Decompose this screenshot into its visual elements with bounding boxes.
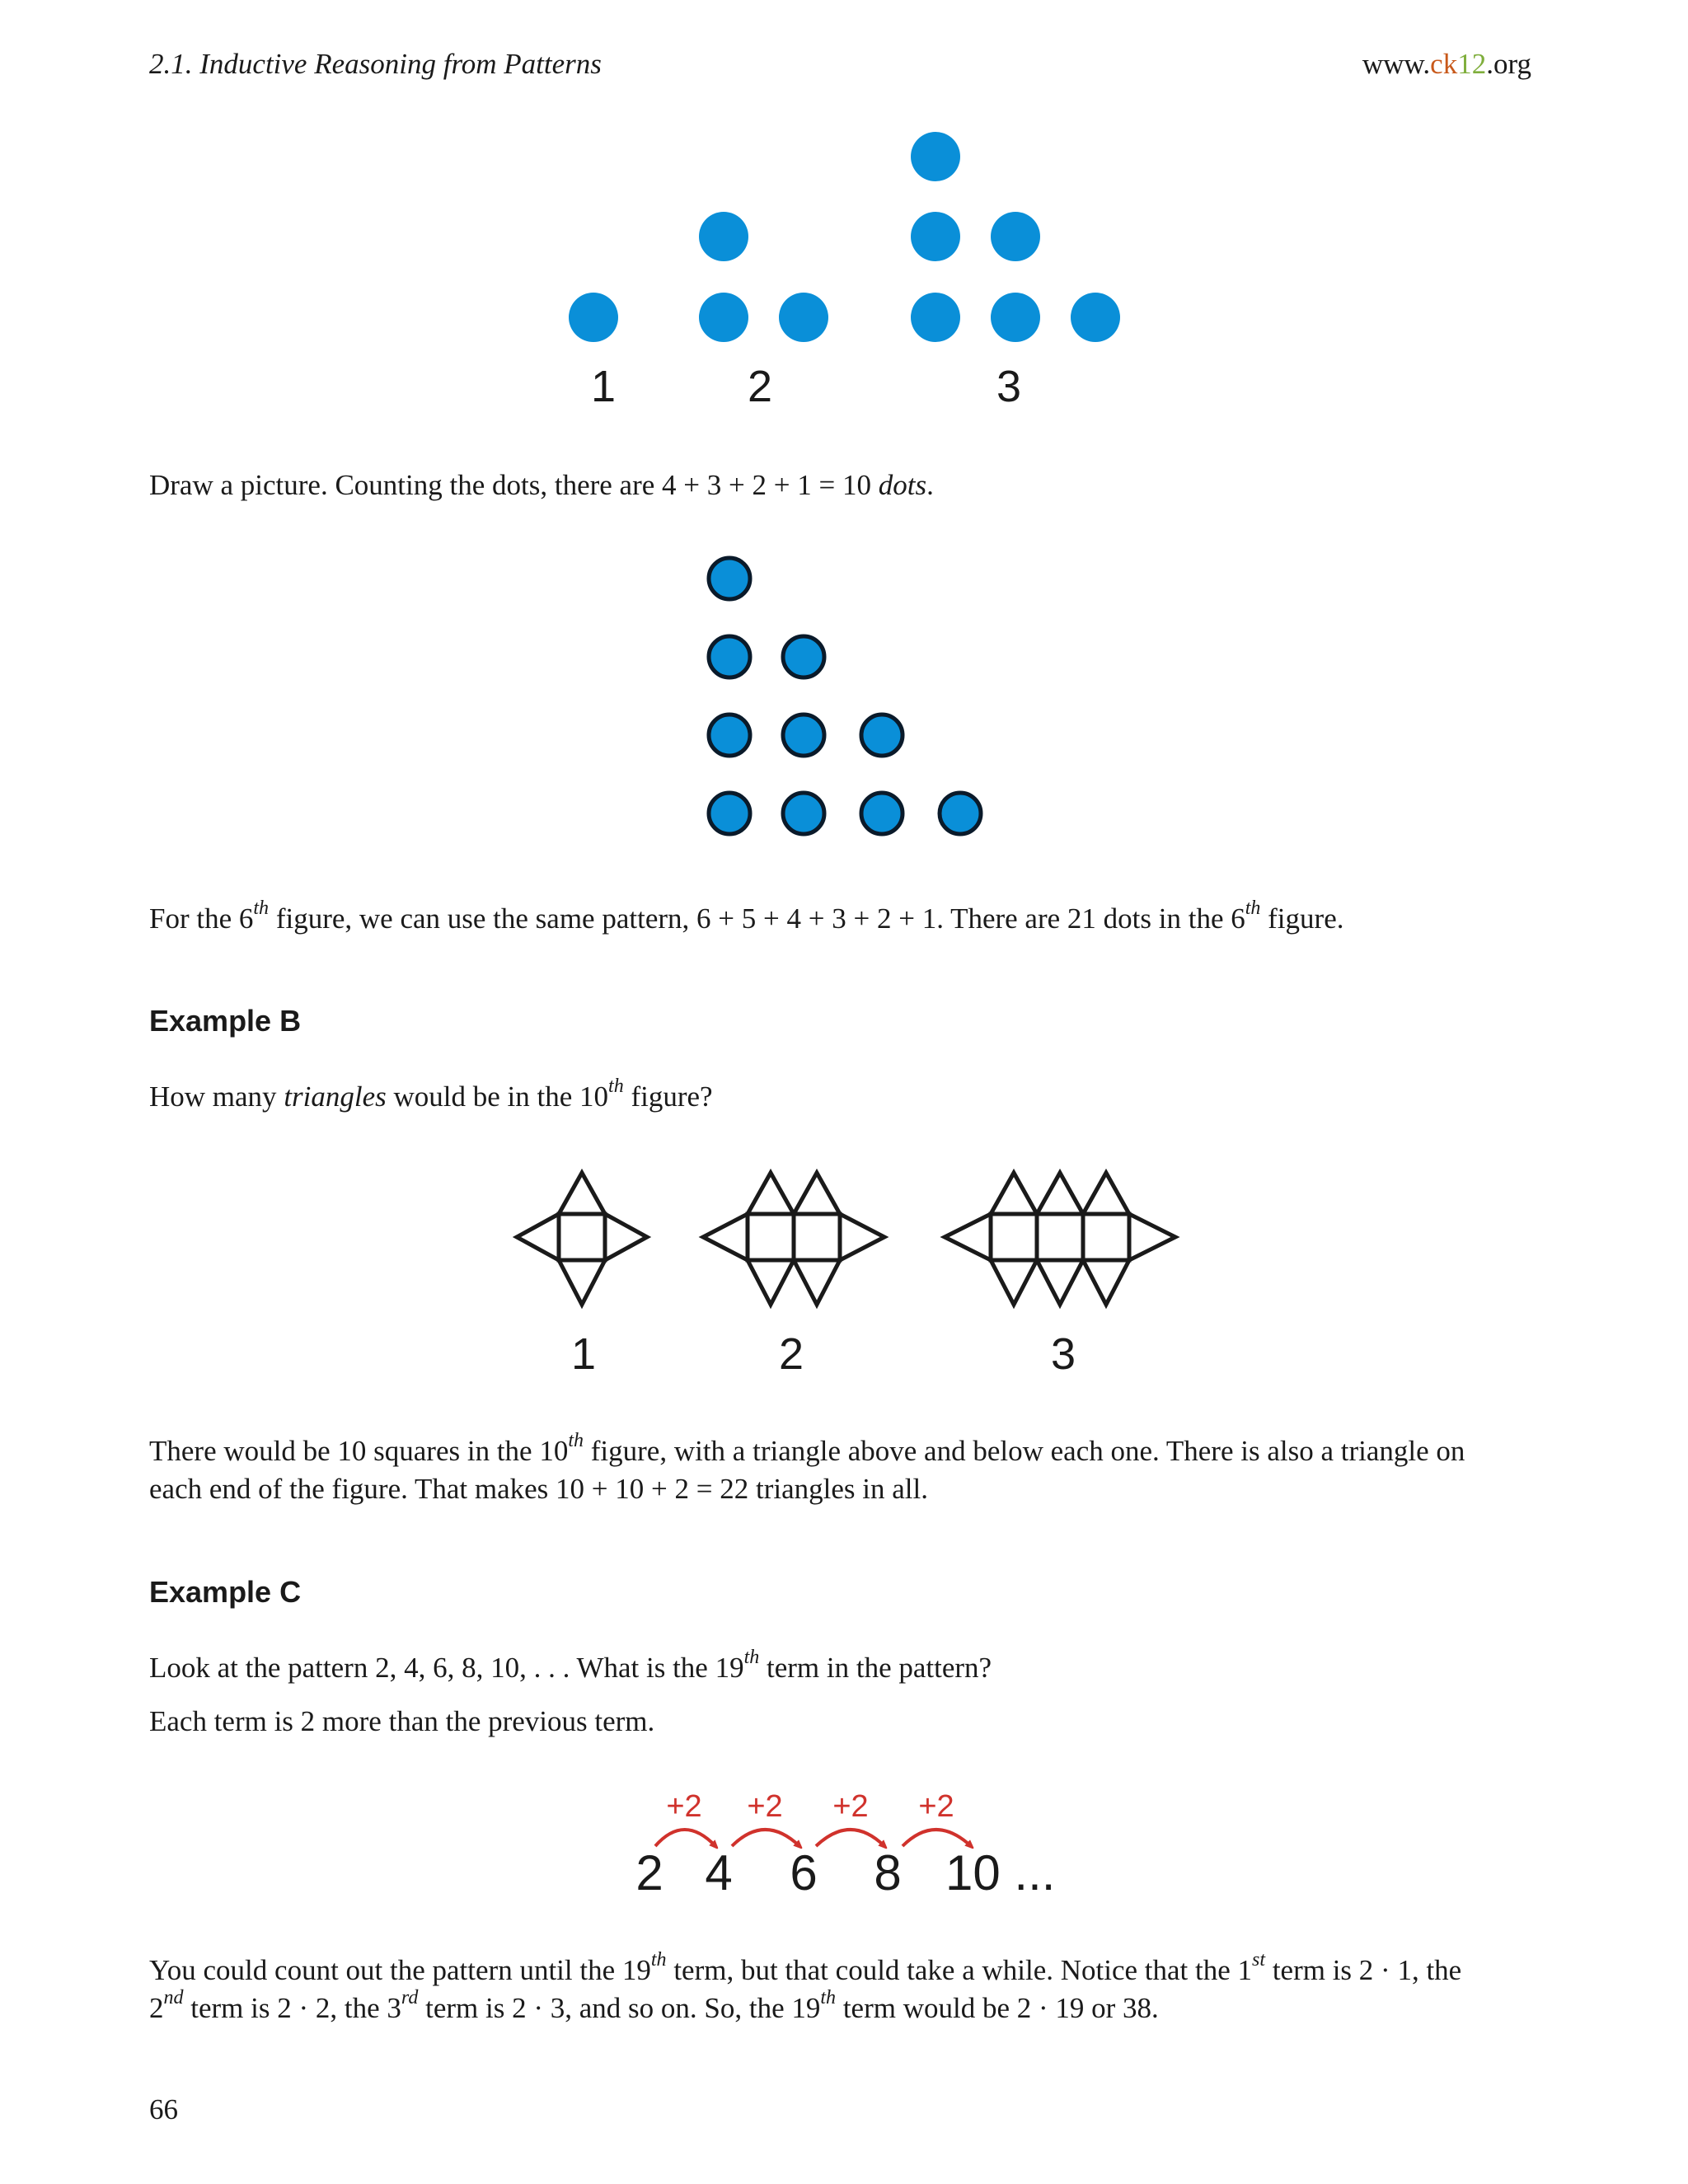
text: term would be 2 · 19 or 38. xyxy=(836,1992,1159,2024)
text: Look at the pattern 2, 4, 6, 8, 10, . . . What is the 19 xyxy=(149,1652,744,1684)
superscript: th xyxy=(743,1647,760,1669)
arrow-4 xyxy=(903,1830,971,1846)
superscript: rd xyxy=(401,1987,419,2009)
sequence-term: 4 xyxy=(705,1845,733,1900)
paragraph-example-c-rule: Each term is 2 more than the previous term. xyxy=(149,1705,655,1737)
site-suffix: .org xyxy=(1486,48,1531,80)
superscript: th xyxy=(820,1987,837,2009)
text: figure? xyxy=(623,1080,713,1113)
superscript: th xyxy=(1245,898,1261,920)
text: For the 6 xyxy=(149,902,254,935)
figure-label-2: 2 xyxy=(778,1329,804,1379)
arrow-2 xyxy=(732,1830,799,1846)
superscript: th xyxy=(253,898,270,920)
figure-label-2: 2 xyxy=(747,362,773,411)
arrow-1 xyxy=(655,1830,715,1846)
heading-example-b: Example B xyxy=(149,1004,302,1038)
text: figure, we can use the same pattern, 6 + 5 + 4 + 3 + 2 + 1. There are 21 dots in the 6 xyxy=(269,902,1245,935)
text-em: triangles xyxy=(284,1080,387,1113)
superscript: th xyxy=(568,1430,584,1452)
superscript: th xyxy=(650,1949,667,1971)
site-12: 12 xyxy=(1457,48,1487,80)
text: term in the pattern? xyxy=(759,1652,992,1684)
text: . xyxy=(926,469,934,501)
site-ck: ck xyxy=(1430,48,1458,80)
figure-label-3: 3 xyxy=(1050,1329,1076,1379)
sequence-term: 10 ... xyxy=(945,1845,1056,1900)
text: term is 2 · 2, the 3 xyxy=(183,1992,401,2024)
text: How many xyxy=(149,1080,284,1113)
superscript: st xyxy=(1252,1949,1266,1971)
text: term is 2 · 1, the xyxy=(1265,1954,1462,1986)
text: You could count out the pattern until the 19 xyxy=(149,1954,651,1986)
superscript: nd xyxy=(163,1987,184,2009)
sequence-term: 6 xyxy=(790,1845,818,1900)
text: term is 2 · 3, and so on. So, the 19 xyxy=(418,1992,821,2024)
site-prefix: www. xyxy=(1362,48,1431,80)
text: 2 xyxy=(149,1992,164,2024)
text: would be in the 10 xyxy=(386,1080,609,1113)
text: figure, with a triangle above and below each one. There is also a triangle on xyxy=(584,1435,1465,1467)
figure-label-3: 3 xyxy=(996,362,1022,411)
text: term, but that could take a while. Notice that the 1 xyxy=(666,1954,1253,1986)
text: Draw a picture. Counting the dots, there are 4 + 3 + 2 + 1 = 10 xyxy=(149,469,879,501)
sequence-term: 8 xyxy=(874,1845,902,1900)
text-em: dots xyxy=(878,469,927,501)
text: figure. xyxy=(1260,902,1344,935)
text: There would be 10 squares in the 10 xyxy=(149,1435,569,1467)
difference-label: +2 xyxy=(666,1789,702,1824)
figure-label-1: 1 xyxy=(570,1329,597,1379)
difference-label: +2 xyxy=(832,1789,869,1824)
superscript: th xyxy=(608,1076,624,1098)
difference-label: +2 xyxy=(747,1789,783,1824)
heading-example-c: Example C xyxy=(149,1575,302,1609)
figure-label-1: 1 xyxy=(590,362,617,411)
text: each end of the figure. That makes 10 + 10 + 2 = 22 triangles in all. xyxy=(149,1473,928,1505)
page-number: 66 xyxy=(149,2093,178,2125)
sequence-term: 2 xyxy=(635,1845,663,1900)
arrow-3 xyxy=(816,1830,884,1846)
difference-label: +2 xyxy=(918,1789,954,1824)
running-header-section: 2.1. Inductive Reasoning from Patterns xyxy=(149,48,602,80)
paragraph-example-c-answer xyxy=(149,1949,1542,2027)
